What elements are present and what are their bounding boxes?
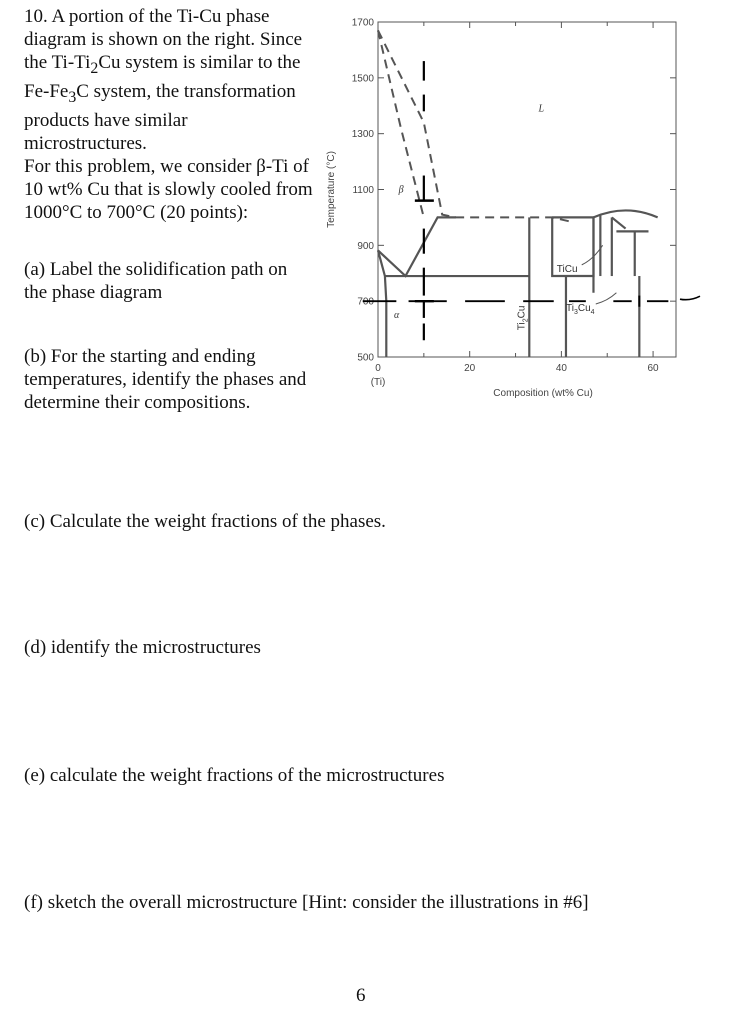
isotherm-tail (680, 296, 700, 300)
part-e: (e) calculate the weight fractions of the microstructures (24, 765, 445, 786)
y-tick-label: 1300 (351, 129, 374, 141)
region-ticu: TiCu (556, 263, 578, 275)
y-tick-label: 1500 (351, 73, 374, 85)
y-axis-label: Temperature (°C) (326, 151, 337, 228)
phase-diagram (300, 0, 756, 420)
region-alpha: α (394, 309, 400, 321)
region-beta: β (398, 184, 404, 196)
alpha-solvus-curve (378, 250, 386, 357)
compound-line-3 (612, 217, 626, 228)
part-b: (b) For the starting and ending temperatures, identify the phases and determine their compositions. (24, 346, 307, 413)
part-f: (f) sketch the overall microstructure [Hint: consider the illustrations in #6] (24, 892, 589, 913)
question-intro: 10. A portion of the Ti-Cu phase diagram is shown on the right. Since the $Ti-Ti_2Cu$ system is similar to the $Fe-Fe_3C$ system, the transformation products have similar microstructures. (24, 6, 303, 154)
part-d: (d) identify the microstructures (24, 637, 261, 658)
liquidus-curve (378, 30, 571, 221)
x-tick-label: 20 (464, 363, 476, 374)
liquidus-dome (593, 210, 657, 217)
region-ti3cu4: $Ti_3Cu_4$ (565, 302, 595, 316)
y-tick-label: 1100 (352, 185, 374, 196)
page-number: 6 (356, 985, 366, 1006)
x-tick-label: 40 (555, 363, 567, 374)
y-tick-label: 1700 (351, 17, 374, 29)
x-tick-label: 0 (375, 363, 381, 374)
y-tick-label: 700 (357, 296, 374, 308)
x-left-label: (Ti) (370, 377, 386, 388)
region-liquid: L (538, 103, 545, 115)
part-a: (a) Label the solidification path on the phase diagram (24, 259, 288, 303)
problem-statement: For this problem, we consider β-Ti of 10 wt% Cu that is slowly cooled from 1000°C to 700°C (20 points): (24, 156, 313, 223)
x-axis-label: Composition (wt% Cu) (493, 388, 593, 399)
beta-transus-curve (378, 217, 456, 276)
y-tick-label: 900 (357, 240, 374, 252)
ti3cu4-leader (596, 293, 617, 304)
region-ti2cu: $Ti_2Cu$ (516, 305, 530, 331)
x-tick-label: 60 (647, 363, 659, 374)
part-c: (c) Calculate the weight fractions of the phases. (24, 511, 386, 532)
y-tick-label: 500 (357, 352, 374, 364)
